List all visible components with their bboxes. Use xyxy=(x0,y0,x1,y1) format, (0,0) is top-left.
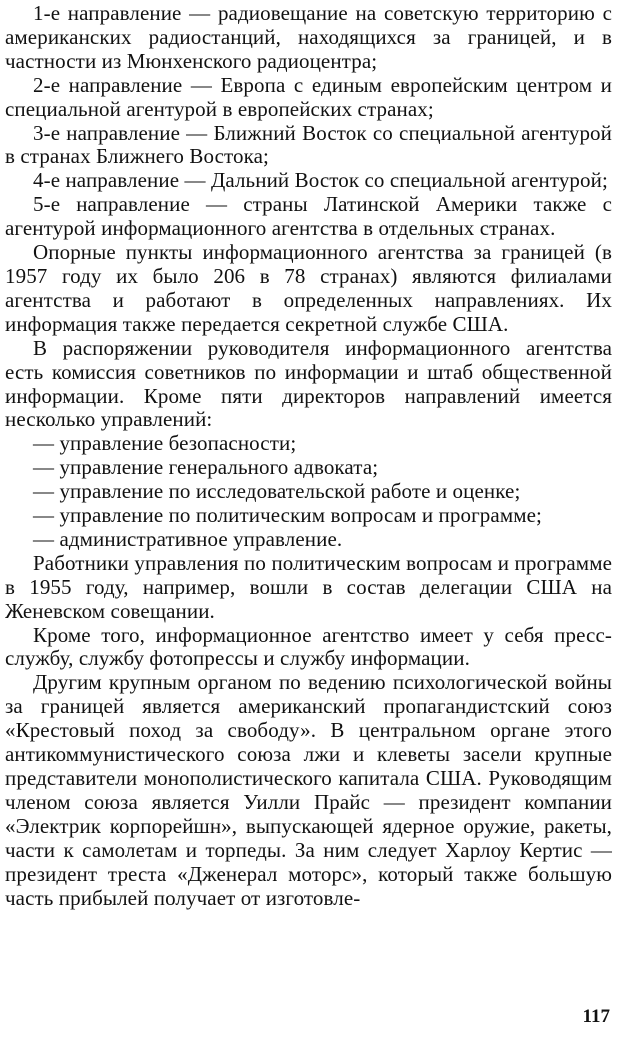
paragraph-direction-5: 5-е направление — страны Латинской Америки также с агентурой информационного агентства в отдельных странах. xyxy=(5,192,612,241)
paragraph-direction-2: 2-е направление — Европа с единым европейским центром и специальной агентурой в европейских странах; xyxy=(5,72,612,121)
paragraph-geneva: Работники управления по политическим вопросам и программе в 1955 году, например, вошли в состав делегации США на Женевском совещании. xyxy=(5,550,612,623)
paragraph-agency-structure: В распоряжении руководителя информационного агентства есть комиссия советников по информации и штаб общественной информации. Кроме пяти директоров направлений имеется несколько управлений: xyxy=(5,335,612,432)
paragraph-branch-offices: Опорные пункты информационного агентства за границей (в 1957 году их было 206 в 78 странах) являются филиалами агентства и работают в определенных направлениях. Их информация также передается секретной службе США. xyxy=(5,240,612,336)
page-text xyxy=(5,2,612,910)
list-item-research: — управление по исследовательской работе и оценке; xyxy=(33,479,521,504)
paragraph-press-service: Кроме того, информационное агентство имеет у себя пресс-службу, службу фотопрессы и службу информации. xyxy=(5,622,612,671)
page-number: 117 xyxy=(582,1006,610,1027)
list-item-general-counsel: — управление генерального адвоката; xyxy=(33,455,379,480)
paragraph-crusade-for-freedom: Другим крупным органом по ведению психологической войны за границей является американский пропагандистский союз «Крестовый поход за свободу». В центральном органе этого антикоммунистического союза лжи и клеветы засели крупные представители монополистического капитала США. Руководящим членом союза является Уилли Прайс — президент компании «Электрик корпорейшн», выпускающей ядерное оружие, ракеты, части к самолетам и торпеды. За ним следует Харлоу Кертис — президент треста «Дженерал моторс», который также большую часть прибылей получает от изготовле- xyxy=(5,670,612,910)
list-item-security: — управление безопасности; xyxy=(33,431,297,456)
paragraph-direction-3: 3-е направление — Ближний Восток со специальной агентурой в странах Ближнего Востока; xyxy=(5,120,612,169)
list-item-policy-program: — управление по политическим вопросам и программе; xyxy=(33,503,542,528)
list-item-administrative: — административное управление. xyxy=(33,526,343,551)
paragraph-direction-4: 4-е направление — Дальний Восток со специальной агентурой; xyxy=(33,168,608,193)
paragraph-direction-1: 1-е направление — радиовещание на советскую территорию с американских радиостанций, находящихся за границей, и в частности из Мюнхенского радиоцентра; xyxy=(5,1,612,73)
